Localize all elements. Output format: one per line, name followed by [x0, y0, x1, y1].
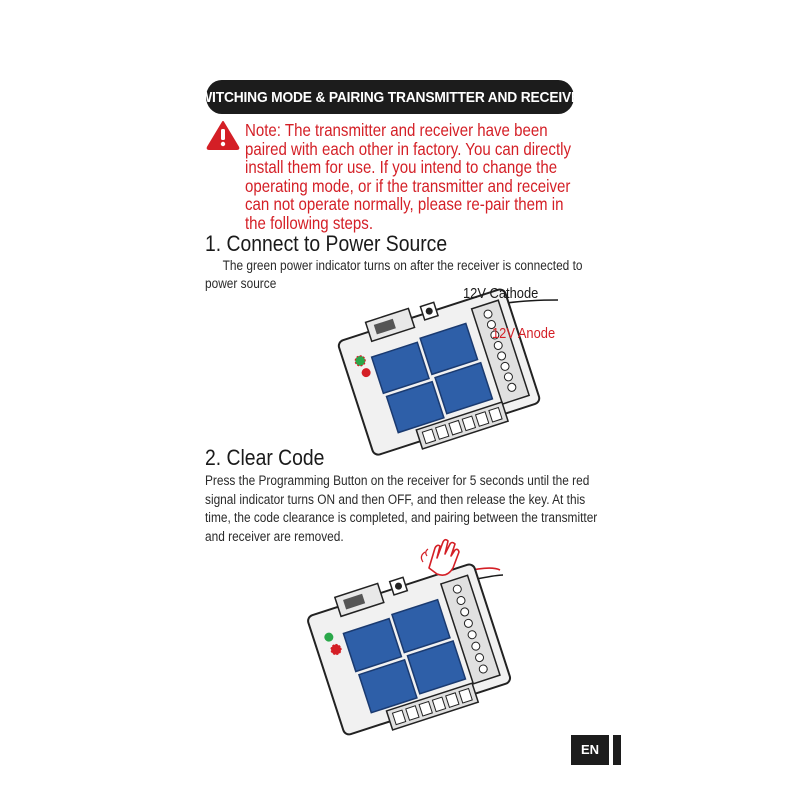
cathode-label: 12V Cathode — [463, 285, 539, 302]
step2-body: Press the Programming Button on the receiver for 5 seconds until the red signal indicator turns ON and then OFF, and then release the key. At this time, the code clearance is completed, and pairing between the transmitter and receiver are removed. — [205, 473, 598, 544]
language-label: EN — [571, 735, 609, 765]
anode-label: 12V Anode — [492, 325, 556, 342]
step1-heading: 1. Connect to Power Source — [205, 231, 448, 256]
section-title: SWITCHING MODE & PAIRING TRANSMITTER AND RECEIVER — [190, 88, 590, 106]
receiver-board-illustration-power — [330, 285, 560, 460]
page-number-tab — [613, 735, 621, 765]
section-banner — [190, 80, 590, 114]
factory-pairing-note: Note: The transmitter and receiver have been paired with each other in factory. You can directly install them for use. If you intend to change the operating mode, or if the transmitter and receiver can not operate normally, please re-pair them in the following steps. — [245, 120, 571, 233]
step1-body: The green power indicator turns on after the receiver is connected to power source — [205, 258, 583, 291]
warning-triangle-icon — [206, 120, 240, 150]
receiver-board-illustration-clear — [305, 530, 535, 745]
step2-heading: 2. Clear Code — [205, 445, 325, 470]
language-page-tab — [571, 735, 621, 757]
